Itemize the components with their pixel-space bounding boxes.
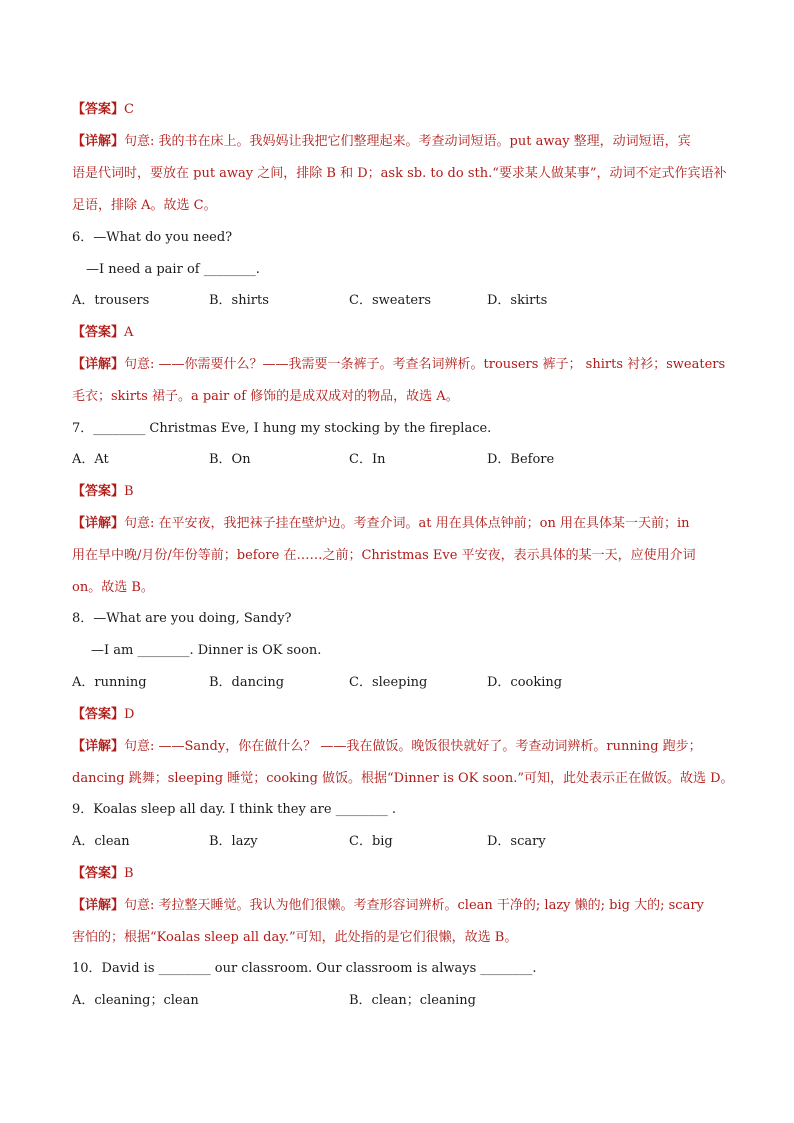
- option-a: A．trousers: [72, 293, 150, 308]
- option-a: A．running: [72, 675, 147, 690]
- explanation-line: 【详解】句意: 我的书在床上。我妈妈让我把它们整理起来。考查动词短语。put away 整理，动词短语，宾: [72, 134, 691, 149]
- question-stem: 7．________ Christmas Eve, I hung my stocking by the fireplace.: [72, 421, 492, 436]
- option-a: A．At: [72, 452, 109, 467]
- explanation-line: 毛衣；skirts 裙子。a pair of 修饰的是成双成对的物品，故选 A。: [72, 389, 459, 404]
- explanation-line: 【详解】句意: 考拉整天睡觉。我认为他们很懒。考查形容词辨析。clean 干净的; lazy 懒的; big 大的; scary: [72, 898, 704, 913]
- explanation-line: on。故选 B。: [72, 580, 154, 595]
- option-b: B．On: [209, 452, 251, 467]
- answer-line: 【答案】D: [72, 707, 135, 722]
- option-c: C．In: [349, 452, 386, 467]
- explanation-line: 【详解】句意: ——你需要什么？——我需要一条裤子。考查名词辨析。trousers 裤子； shirts 衬衫；sweaters: [72, 357, 726, 372]
- option-d: D．scary: [487, 834, 546, 849]
- option-d: D．cooking: [487, 675, 563, 690]
- explanation-line: 足语，排除 A。故选 C。: [72, 198, 217, 213]
- option-c: C．big: [349, 834, 393, 849]
- explanation-line: dancing 跳舞；sleeping 睡觉；cooking 做饭。根据“Dinner is OK soon.”可知，此处表示正在做饭。故选 D。: [72, 771, 734, 786]
- explanation-line: 【详解】句意: ——Sandy，你在做什么？ ——我在做饭。晚饭很快就好了。考查动词辨析。running 跑步；: [72, 739, 702, 754]
- answer-line: 【答案】B: [72, 866, 134, 881]
- explanation-line: 害怕的；根据“Koalas sleep all day.”可知，此处指的是它们很懒，故选 B。: [72, 930, 518, 945]
- question-stem: 8．—What are you doing, Sandy?: [72, 611, 292, 626]
- option-c: C．sweaters: [349, 293, 431, 308]
- question-stem-line2: —I am ________. Dinner is OK soon.: [91, 643, 322, 658]
- answer-value: C: [124, 102, 134, 117]
- answer-line: 【答案】A: [72, 325, 134, 340]
- question-stem: 6．—What do you need?: [72, 230, 233, 245]
- explanation-line: 【详解】句意: 在平安夜，我把袜子挂在壁炉边。考查介词。at 用在具体点钟前；on 用在具体某一天前；in: [72, 516, 690, 531]
- option-b: B．shirts: [209, 293, 269, 308]
- question-stem: 9．Koalas sleep all day. I think they are ________ .: [72, 802, 396, 817]
- answer-line: 【答案】B: [72, 484, 134, 499]
- option-a: A．cleaning；clean: [72, 993, 199, 1008]
- answer-value: D: [124, 707, 135, 722]
- question-stem: 10．David is ________ our classroom. Our classroom is always ________.: [72, 961, 537, 976]
- explanation-line: 用在早中晚/月份/年份等前；before 在……之前；Christmas Eve 平安夜，表示具体的某一天，应使用介词: [72, 548, 696, 563]
- answer-line: 【答案】C: [72, 102, 134, 117]
- question-stem-line2: —I need a pair of ________.: [86, 262, 260, 277]
- option-c: C．sleeping: [349, 675, 428, 690]
- option-b: B．dancing: [209, 675, 285, 690]
- answer-value: A: [124, 325, 134, 340]
- explanation-line: 语是代词时，要放在 put away 之间，排除 B 和 D；ask sb. to do sth.“要求某人做某事”，动词不定式作宾语补: [72, 166, 727, 181]
- option-b: B．clean；cleaning: [349, 993, 476, 1008]
- option-d: D．skirts: [487, 293, 548, 308]
- option-b: B．lazy: [209, 834, 258, 849]
- answer-value: B: [124, 866, 134, 881]
- answer-value: B: [124, 484, 134, 499]
- option-a: A．clean: [72, 834, 130, 849]
- option-d: D．Before: [487, 452, 555, 467]
